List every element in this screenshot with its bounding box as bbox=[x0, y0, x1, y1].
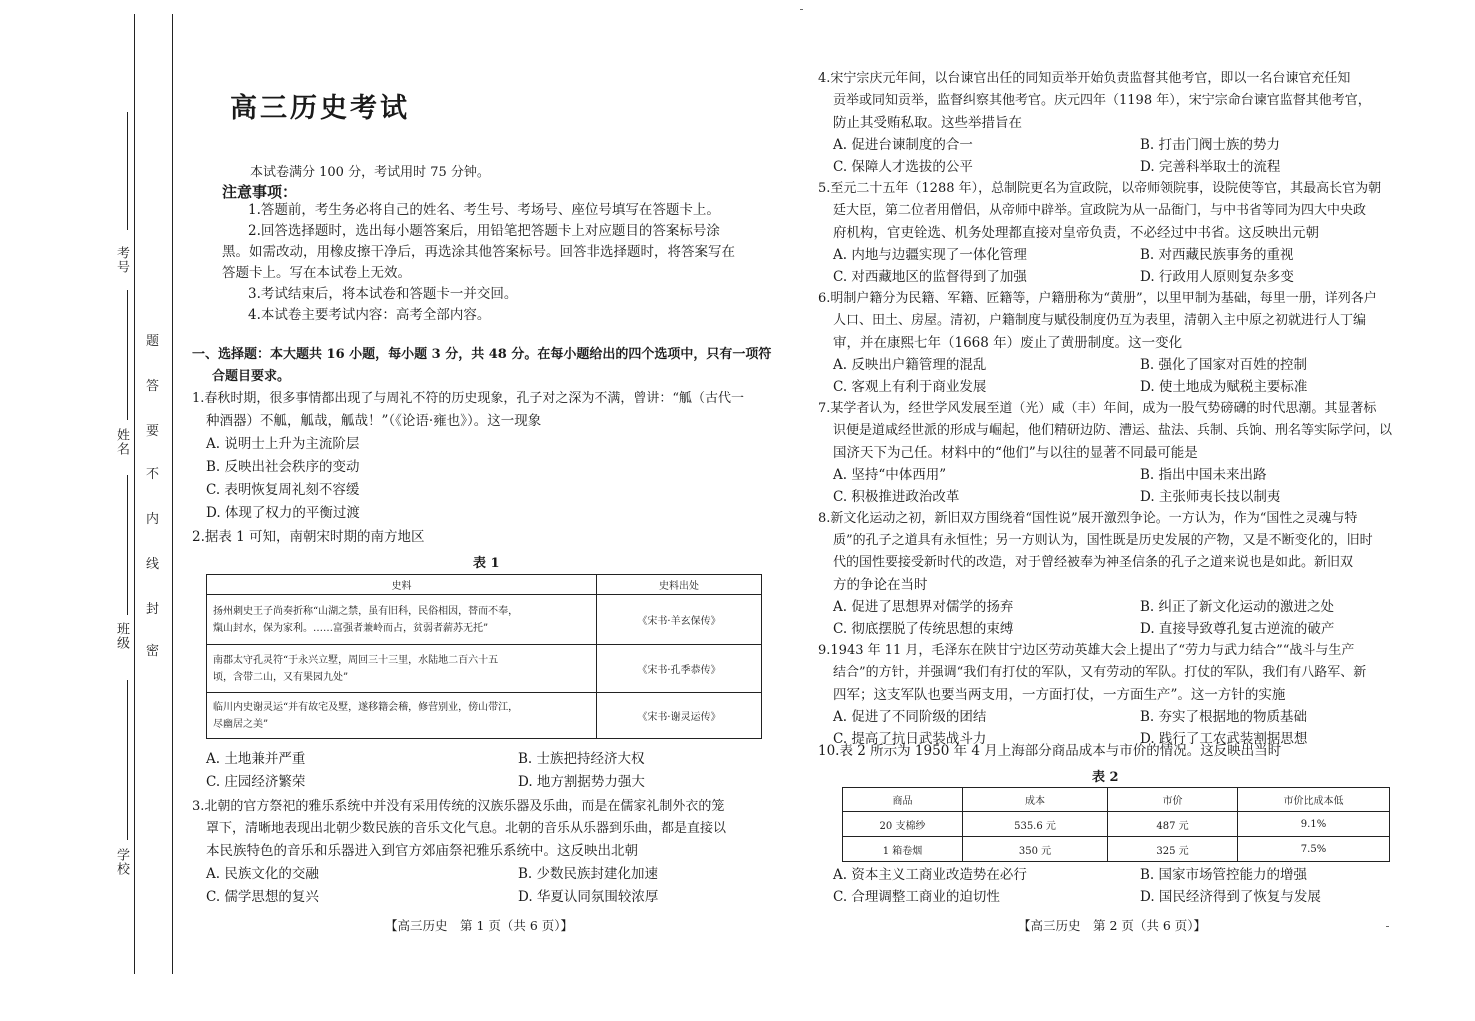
page-footer: 【高三历史 第 2 页（共 6 页）】 bbox=[1018, 918, 1207, 933]
table-2-caption: 表 2 bbox=[1092, 770, 1119, 785]
question-3-stem: 罩下，清晰地表现出北朝少数民族的音乐文化气息。北朝的音乐从乐器到乐曲，都是直接以 bbox=[206, 821, 727, 836]
table-cell-line: 顷，含带二山，又有果园九处” bbox=[213, 671, 349, 683]
seal-char: 要 bbox=[146, 424, 160, 439]
question-1-option-a: A. 说明士上升为主流阶层 bbox=[206, 436, 360, 452]
question-10-stem: 10.表 2 所示为 1950 年 4 月上海部分商品成本与市价的情况。这反映出当时 bbox=[818, 743, 1282, 759]
section-heading: 合题目要求。 bbox=[212, 369, 291, 384]
question-5-stem: 廷大臣，第二位者用僧侣，从帝师中辟举。宣政院为从一品衙门，与中书省等同为四大中央政 bbox=[833, 203, 1367, 218]
notice-line: 答题卡上。写在本试卷上无效。 bbox=[222, 265, 411, 281]
table-cell: 535.6 元 bbox=[963, 812, 1108, 837]
seal-char: 不 bbox=[146, 467, 160, 482]
question-4-stem: 4.宋宁宗庆元年间，以台谏官出任的同知贡举开始负责监督其他考官，即以一名台谏官充任知 bbox=[818, 71, 1351, 86]
question-8-stem: 8.新文化运动之初，新旧双方围绕着“国性说”展开激烈争论。一方认为，作为“国性之灵魂与特 bbox=[818, 511, 1358, 526]
question-9-stem: 结合”的方针，并强调“我们有打仗的军队，又有劳动的军队。打仗的军队，我们有八路军、新 bbox=[833, 665, 1367, 680]
table-row bbox=[207, 645, 762, 693]
table-header-cell: 史料出处 bbox=[597, 575, 762, 595]
table-cell-line: 临川内史谢灵运“并有故宅及墅，遂移籍会稽，修营别业，傍山带江， bbox=[213, 701, 519, 713]
table-cell-line: 熂山封水，保为家利。……富强者兼岭而占，贫弱者薪苏无托” bbox=[213, 622, 489, 634]
question-1-option-d: D. 体现了权力的平衡过渡 bbox=[206, 505, 360, 521]
notice-line: 3.考试结束后，将本试卷和答题卡一并交回。 bbox=[248, 286, 518, 302]
question-5-option-d: D. 行政用人原则复杂多变 bbox=[1140, 269, 1294, 285]
table-header-row bbox=[843, 788, 1390, 812]
table-row bbox=[843, 837, 1390, 862]
question-8-stem: 代的国性要接受新时代的改造，对于曾经被奉为神圣信条的孔子之道来说也是如此。新旧双 bbox=[833, 555, 1354, 570]
table-row bbox=[843, 812, 1390, 837]
class-label: 班级 bbox=[114, 622, 129, 650]
notice-line: 黑。如需改动，用橡皮擦干净后，再选涂其他答案标号。回答非选择题时，将答案写在 bbox=[222, 244, 735, 260]
question-2-option-d: D. 地方割据势力强大 bbox=[518, 774, 645, 790]
question-10-option-d: D. 国民经济得到了恢复与发展 bbox=[1140, 889, 1321, 905]
class-underline bbox=[127, 475, 128, 615]
table-cell: 350 元 bbox=[963, 837, 1108, 862]
exam-no-label: 考号 bbox=[114, 246, 129, 274]
table-1-caption: 表 1 bbox=[473, 556, 500, 571]
table-cell-line: 扬州刺史王子尚奏折称“山湖之禁，虽有旧科，民俗相因，替而不奉， bbox=[213, 605, 519, 617]
table-2 bbox=[842, 787, 1390, 862]
name-label: 姓名 bbox=[114, 428, 129, 456]
question-4-option-b: B. 打击门阀士族的势力 bbox=[1140, 137, 1281, 153]
question-1-stem: 1.春秋时期，很多事情都出现了与周礼不符的历史现象，孔子对之深为不满，曾讲：“觚（古代一 bbox=[192, 391, 745, 406]
seal-char: 线 bbox=[146, 557, 160, 572]
question-5-stem: 府机构，官吏铨选、机务处理都直接对皇帝负责，不必经过中书省。这反映出元朝 bbox=[833, 225, 1319, 241]
question-4-stem: 防止其受贿私取。这些举措旨在 bbox=[833, 115, 1022, 131]
notice-heading: 注意事项： bbox=[222, 183, 298, 201]
question-4-option-c: C. 保障人才选拔的公平 bbox=[833, 159, 973, 175]
table-cell bbox=[207, 595, 597, 645]
table-header-cell: 市价比成本低 bbox=[1238, 788, 1390, 812]
table-cell-line: 南郡太守孔灵符“于永兴立墅，周回三十三里，水陆地二百六十五 bbox=[213, 654, 499, 666]
question-6-option-a: A. 反映出户籍管理的混乱 bbox=[833, 357, 987, 373]
question-3-stem: 本民族特色的音乐和乐器进入到官方郊庙祭祀雅乐系统中。这反映出北朝 bbox=[206, 843, 638, 859]
question-4-option-d: D. 完善科举取士的流程 bbox=[1140, 159, 1281, 175]
scan-mark bbox=[800, 9, 803, 10]
table-cell: 《宋书·羊玄保传》 bbox=[597, 595, 762, 645]
binding-line-outer bbox=[134, 14, 135, 974]
table-cell bbox=[207, 645, 597, 693]
question-1-option-c: C. 表明恢复周礼刻不容缓 bbox=[206, 482, 360, 498]
table-cell bbox=[207, 693, 597, 739]
exam-info: 本试卷满分 100 分，考试用时 75 分钟。 bbox=[250, 165, 490, 180]
table-cell: 487 元 bbox=[1108, 812, 1238, 837]
question-9-option-d: D. 践行了工农武装割据思想 bbox=[1140, 731, 1308, 747]
question-5-stem: 5.至元二十五年（1288 年），总制院更名为宣政院，以帝师领院事，设院使等官，其最高长官为朝 bbox=[818, 181, 1382, 196]
table-row bbox=[207, 595, 762, 645]
table-header-cell: 商品 bbox=[843, 788, 963, 812]
question-2-option-b: B. 士族把持经济大权 bbox=[518, 751, 645, 767]
question-8-option-d: D. 直接导致尊孔复古逆流的破产 bbox=[1140, 621, 1335, 637]
question-6-option-d: D. 使土地成为赋税主要标准 bbox=[1140, 379, 1308, 395]
question-7-option-a: A. 坚持“中体西用” bbox=[833, 467, 947, 483]
question-2-stem: 2.据表 1 可知，南朝宋时期的南方地区 bbox=[192, 529, 425, 545]
question-9-stem: 9.1943 年 11 月，毛泽东在陕甘宁边区劳动英雄大会上提出了“劳力与武力结合”“战斗与生产 bbox=[818, 643, 1355, 658]
question-7-option-c: C. 积极推进政治改革 bbox=[833, 489, 960, 505]
exam-no-underline bbox=[127, 112, 128, 230]
question-2-option-a: A. 土地兼并严重 bbox=[206, 751, 306, 767]
seal-char: 内 bbox=[146, 512, 160, 527]
binding-strip bbox=[0, 0, 180, 1021]
school-underline bbox=[127, 680, 128, 840]
notice-line: 4.本试卷主要考试内容：高考全部内容。 bbox=[248, 307, 491, 323]
name-underline bbox=[127, 290, 128, 420]
question-3-option-b: B. 少数民族封建化加速 bbox=[518, 866, 659, 882]
table-cell: 《宋书·谢灵运传》 bbox=[597, 693, 762, 739]
question-4-option-a: A. 促进台谏制度的合一 bbox=[833, 137, 973, 153]
table-header-row bbox=[207, 575, 762, 595]
scan-mark bbox=[1386, 926, 1389, 927]
question-4-stem: 贡举或同知贡举，监督纠察其他考官。庆元四年（1198 年），宋宁宗命台谏官监督其他考官， bbox=[833, 93, 1371, 108]
table-header-cell: 市价 bbox=[1108, 788, 1238, 812]
question-5-option-b: B. 对西藏民族事务的重视 bbox=[1140, 247, 1294, 263]
table-cell: 325 元 bbox=[1108, 837, 1238, 862]
seal-char: 密 bbox=[146, 644, 160, 659]
question-7-option-b: B. 指出中国未来出路 bbox=[1140, 467, 1267, 483]
question-9-option-a: A. 促进了不同阶级的团结 bbox=[833, 709, 987, 725]
question-9-option-b: B. 夯实了根据地的物质基础 bbox=[1140, 709, 1308, 725]
question-7-stem: 7.某学者认为，经世学风发展至道（光）咸（丰）年间，成为一股气势磅礴的时代思潮。其显著标 bbox=[818, 401, 1377, 416]
question-1-stem: 种酒器）不觚，觚哉，觚哉！”（《论语·雍也》）。这一现象 bbox=[206, 413, 542, 429]
question-2-option-c: C. 庄园经济繁荣 bbox=[206, 774, 306, 790]
table-cell: 1 箱卷烟 bbox=[843, 837, 963, 862]
question-3-option-d: D. 华夏认同氛围较浓厚 bbox=[518, 889, 659, 905]
question-6-option-b: B. 强化了国家对百姓的控制 bbox=[1140, 357, 1308, 373]
question-7-stem: 识便是道咸经世派的形成与崛起，他们精研边防、漕运、盐法、兵制、兵饷、刑名等实际学问，以 bbox=[833, 423, 1393, 438]
question-9-option-c: C. 提高了抗日武装战斗力 bbox=[833, 731, 987, 747]
table-1 bbox=[206, 574, 762, 739]
question-6-option-c: C. 客观上有利于商业发展 bbox=[833, 379, 987, 395]
question-10-option-b: B. 国家市场管控能力的增强 bbox=[1140, 867, 1308, 883]
question-8-stem: 质”的孔子之道具有永恒性；另一方则认为，国性既是历史发展的产物，又是不断变化的，旧时 bbox=[833, 533, 1373, 548]
school-label: 学校 bbox=[114, 848, 129, 876]
seal-char: 题 bbox=[146, 334, 160, 349]
question-3-option-a: A. 民族文化的交融 bbox=[206, 866, 319, 882]
question-6-stem: 6.明制户籍分为民籍、军籍、匠籍等，户籍册称为“黄册”，以里甲制为基础，每里一册，详列各户 bbox=[818, 291, 1377, 306]
question-10-option-c: C. 合理调整工商业的迫切性 bbox=[833, 889, 1000, 905]
question-8-option-b: B. 纠正了新文化运动的激进之处 bbox=[1140, 599, 1335, 615]
exam-title: 高三历史考试 bbox=[230, 93, 410, 124]
question-5-option-c: C. 对西藏地区的监督得到了加强 bbox=[833, 269, 1027, 285]
question-3-option-c: C. 儒学思想的复兴 bbox=[206, 889, 319, 905]
question-8-stem: 方的争论在当时 bbox=[833, 577, 928, 593]
question-10-option-a: A. 资本主义工商业改造势在必行 bbox=[833, 867, 1027, 883]
page-footer: 【高三历史 第 1 页（共 6 页）】 bbox=[385, 918, 574, 933]
question-7-stem: 国济天下为己任。材料中的“他们”与以往的显著不同最可能是 bbox=[833, 445, 1198, 461]
seal-char: 答 bbox=[146, 379, 160, 394]
question-6-stem: 人口、田土、房屋。清初，户籍制度与赋役制度仍互为表里，清朝入主中原之初就进行人丁编 bbox=[833, 313, 1367, 328]
notice-line: 1.答题前，考生务必将自己的姓名、考生号、考场号、座位号填写在答题卡上。 bbox=[248, 202, 720, 218]
table-row bbox=[207, 693, 762, 739]
question-9-stem: 四军；这支军队也要当两支用，一方面打仗，一方面生产”。这一方针的实施 bbox=[833, 687, 1286, 703]
table-cell: 《宋书·孔季恭传》 bbox=[597, 645, 762, 693]
question-8-option-c: C. 彻底摆脱了传统思想的束缚 bbox=[833, 621, 1014, 637]
question-3-stem: 3.北朝的官方祭祀的雅乐系统中并没有采用传统的汉族乐器及乐曲，而是在儒家礼制外衣的笼 bbox=[192, 799, 725, 814]
table-cell: 7.5% bbox=[1238, 837, 1390, 862]
binding-line-inner bbox=[172, 14, 173, 974]
table-cell-line: 尽幽居之美” bbox=[213, 718, 269, 730]
question-6-stem: 审，并在康熙七年（1668 年）废止了黄册制度。这一变化 bbox=[833, 335, 1183, 351]
section-heading: 一、选择题：本大题共 16 小题，每小题 3 分，共 48 分。在每小题给出的四个选项中，只有一项符 bbox=[192, 347, 772, 362]
seal-char: 封 bbox=[146, 602, 160, 617]
question-8-option-a: A. 促进了思想界对儒学的扬弃 bbox=[833, 599, 1014, 615]
table-header-cell: 成本 bbox=[963, 788, 1108, 812]
question-5-option-a: A. 内地与边疆实现了一体化管理 bbox=[833, 247, 1027, 263]
question-1-option-b: B. 反映出社会秩序的变动 bbox=[206, 459, 360, 475]
table-cell: 20 支棉纱 bbox=[843, 812, 963, 837]
notice-line: 2.回答选择题时，选出每小题答案后，用铅笔把答题卡上对应题目的答案标号涂 bbox=[248, 223, 720, 239]
table-cell: 9.1% bbox=[1238, 812, 1390, 837]
question-7-option-d: D. 主张师夷长技以制夷 bbox=[1140, 489, 1281, 505]
table-header-cell: 史料 bbox=[207, 575, 597, 595]
